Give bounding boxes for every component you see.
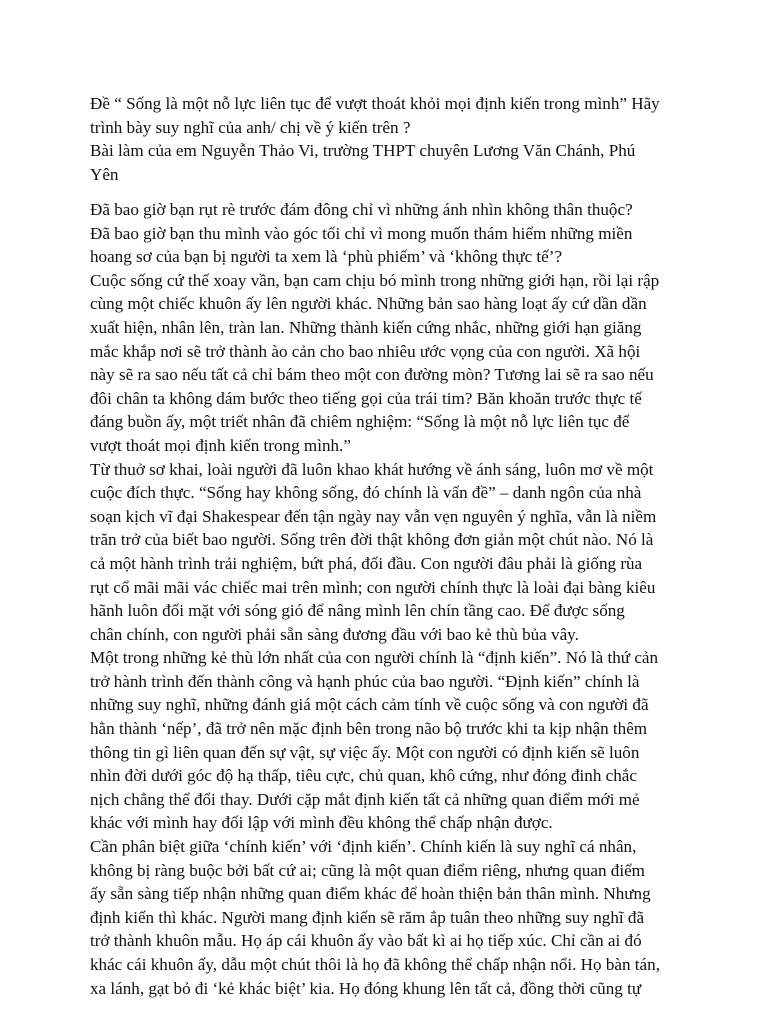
body-line: hãnh luôn đối mặt với sóng gió để nâng mình lên chín tầng cao. Để được sống bbox=[90, 601, 625, 621]
body-line: chân chính, con người phải sẵn sàng đương đầu với bao kẻ thù bủa vây. bbox=[90, 624, 579, 644]
header-line-prompt: Đề “ Sống là một nỗ lực liên tục để vượt thoát khỏi mọi định kiến trong mình” Hãy bbox=[90, 94, 660, 113]
body-line: trăn trở của biết bao người. Sống trên đời thật không đơn giản một chút nào. Nó là bbox=[90, 530, 654, 550]
body-line: Một trong những kẻ thù lớn nhất của con người chính là “định kiến”. Nó là thứ cản bbox=[90, 648, 659, 668]
body-line: rụt cổ mãi mãi vác chiếc mai trên mình; con người chính thực là loài đại bàng kiêu bbox=[90, 577, 656, 597]
body-line: nhìn đời dưới góc độ hạ thấp, tiêu cực, chủ quan, khô cứng, như đóng đinh chắc bbox=[90, 766, 637, 786]
body-line: nịch chẳng thể đổi thay. Dưới cặp mắt định kiến tất cả những quan điểm mới mẻ bbox=[90, 789, 640, 809]
body-line: trở hành trình đến thành công và hạnh phúc của bao người. “Định kiến” chính là bbox=[90, 671, 640, 691]
body-line: Cuộc sống cứ thế xoay vần, bạn cam chịu bó mình trong những giới hạn, rồi lại rập bbox=[90, 270, 660, 290]
body-line: khác với mình hay đối lập với mình đều không thể chấp nhận được. bbox=[90, 813, 553, 833]
body-line: cuộc đích thực. “Sống hay không sống, đó chính là vấn đề” – danh ngôn của nhà bbox=[90, 483, 642, 503]
body-line: Đã bao giờ bạn thu mình vào góc tối chỉ vì mong muốn thám hiểm những miền bbox=[90, 223, 633, 243]
body-line: khác cái khuôn ấy, dẫu một chút thôi là họ đã không thể chấp nhận nổi. Họ bàn tán, bbox=[90, 955, 660, 974]
body-line: những suy nghĩ, những đánh giá một cách cảm tính về cuộc sống và con người đã bbox=[90, 695, 649, 715]
body-line: Đã bao giờ bạn rụt rè trước đám đông chỉ vì những ánh nhìn không thân thuộc? bbox=[90, 200, 633, 219]
body-line: trở thành khuôn mẫu. Họ áp cái khuôn ấy vào bất kì ai họ tiếp xúc. Chỉ cần ai đó bbox=[90, 931, 642, 951]
body-line: này sẽ ra sao nếu tất cả chỉ bám theo một con đường mòn? Tương lai sẽ ra sao nếu bbox=[90, 365, 654, 385]
body-line: Từ thuở sơ khai, loài người đã luôn khao khát hướng về ánh sáng, luôn mơ về một bbox=[90, 459, 654, 479]
header-line-author: Bài làm của em Nguyễn Thảo Vi, trường THPT chuyên Lương Văn Chánh, Phú bbox=[90, 141, 636, 161]
body-line: cùng một chiếc khuôn ấy lên người khác. Những bản sao hàng loạt ấy cứ dần dần bbox=[90, 294, 647, 314]
body-line: đáng buồn ấy, một triết nhân đã chiêm nghiệm: “Sống là một nỗ lực liên tục để bbox=[90, 412, 630, 432]
body-line: vượt thoát mọi định kiến trong mình.” bbox=[90, 435, 351, 455]
body-line: thông tin gì liên quan đến sự vật, sự việc ấy. Một con người có định kiến sẽ luôn bbox=[90, 742, 640, 762]
essay-header bbox=[90, 92, 688, 186]
essay-body bbox=[90, 198, 688, 1000]
body-line: đôi chân ta không dám bước theo tiếng gọi của trái tim? Băn khoăn trước thực tế bbox=[90, 388, 642, 408]
body-line: ấy sẵn sàng tiếp nhận những quan điểm khác để hoàn thiện bản thân mình. Nhưng bbox=[90, 884, 651, 904]
body-line: cả một hành trình trải nghiệm, bứt phá, đối đầu. Con người đâu phải là giống rùa bbox=[90, 553, 643, 573]
header-line-author-cont: Yên bbox=[90, 164, 119, 184]
body-line: mắc khắp nơi sẽ trở thành ào cản cho bao nhiêu ước vọng của con người. Xã hội bbox=[90, 341, 641, 361]
body-line: hoang sơ của bạn bị người ta xem là ‘phù phiếm’ và ‘không thực tế’? bbox=[90, 247, 563, 267]
body-line: định kiến thì khác. Người mang định kiến sẽ răm ắp tuân theo những suy nghĩ đã bbox=[90, 907, 645, 927]
body-line: xa lánh, gạt bỏ đi ‘kẻ khác biệt’ kia. Họ đóng khung lên tất cả, đồng thời cũng tự bbox=[90, 978, 642, 998]
header-line-prompt-cont: trình bày suy nghĩ của anh/ chị về ý kiến trên ? bbox=[90, 117, 411, 137]
body-line: hằn thành ‘nếp’, đã trở nên mặc định bên trong não bộ trước khi ta kịp nhận thêm bbox=[90, 719, 648, 739]
body-line: xuất hiện, nhân lên, tràn lan. Những thành kiến cứng nhắc, những giới hạn giăng bbox=[90, 317, 642, 337]
body-line: soạn kịch vĩ đại Shakespear đến tận ngày nay vẫn vẹn nguyên ý nghĩa, vẫn là niềm bbox=[90, 506, 657, 526]
body-line: không bị ràng buộc bởi bất cứ ai; cũng là một quan điểm riêng, nhưng quan điểm bbox=[90, 860, 645, 880]
body-line: Cần phân biệt giữa ‘chính kiến’ với ‘định kiến’. Chính kiến là suy nghĩ cá nhân, bbox=[90, 837, 637, 857]
